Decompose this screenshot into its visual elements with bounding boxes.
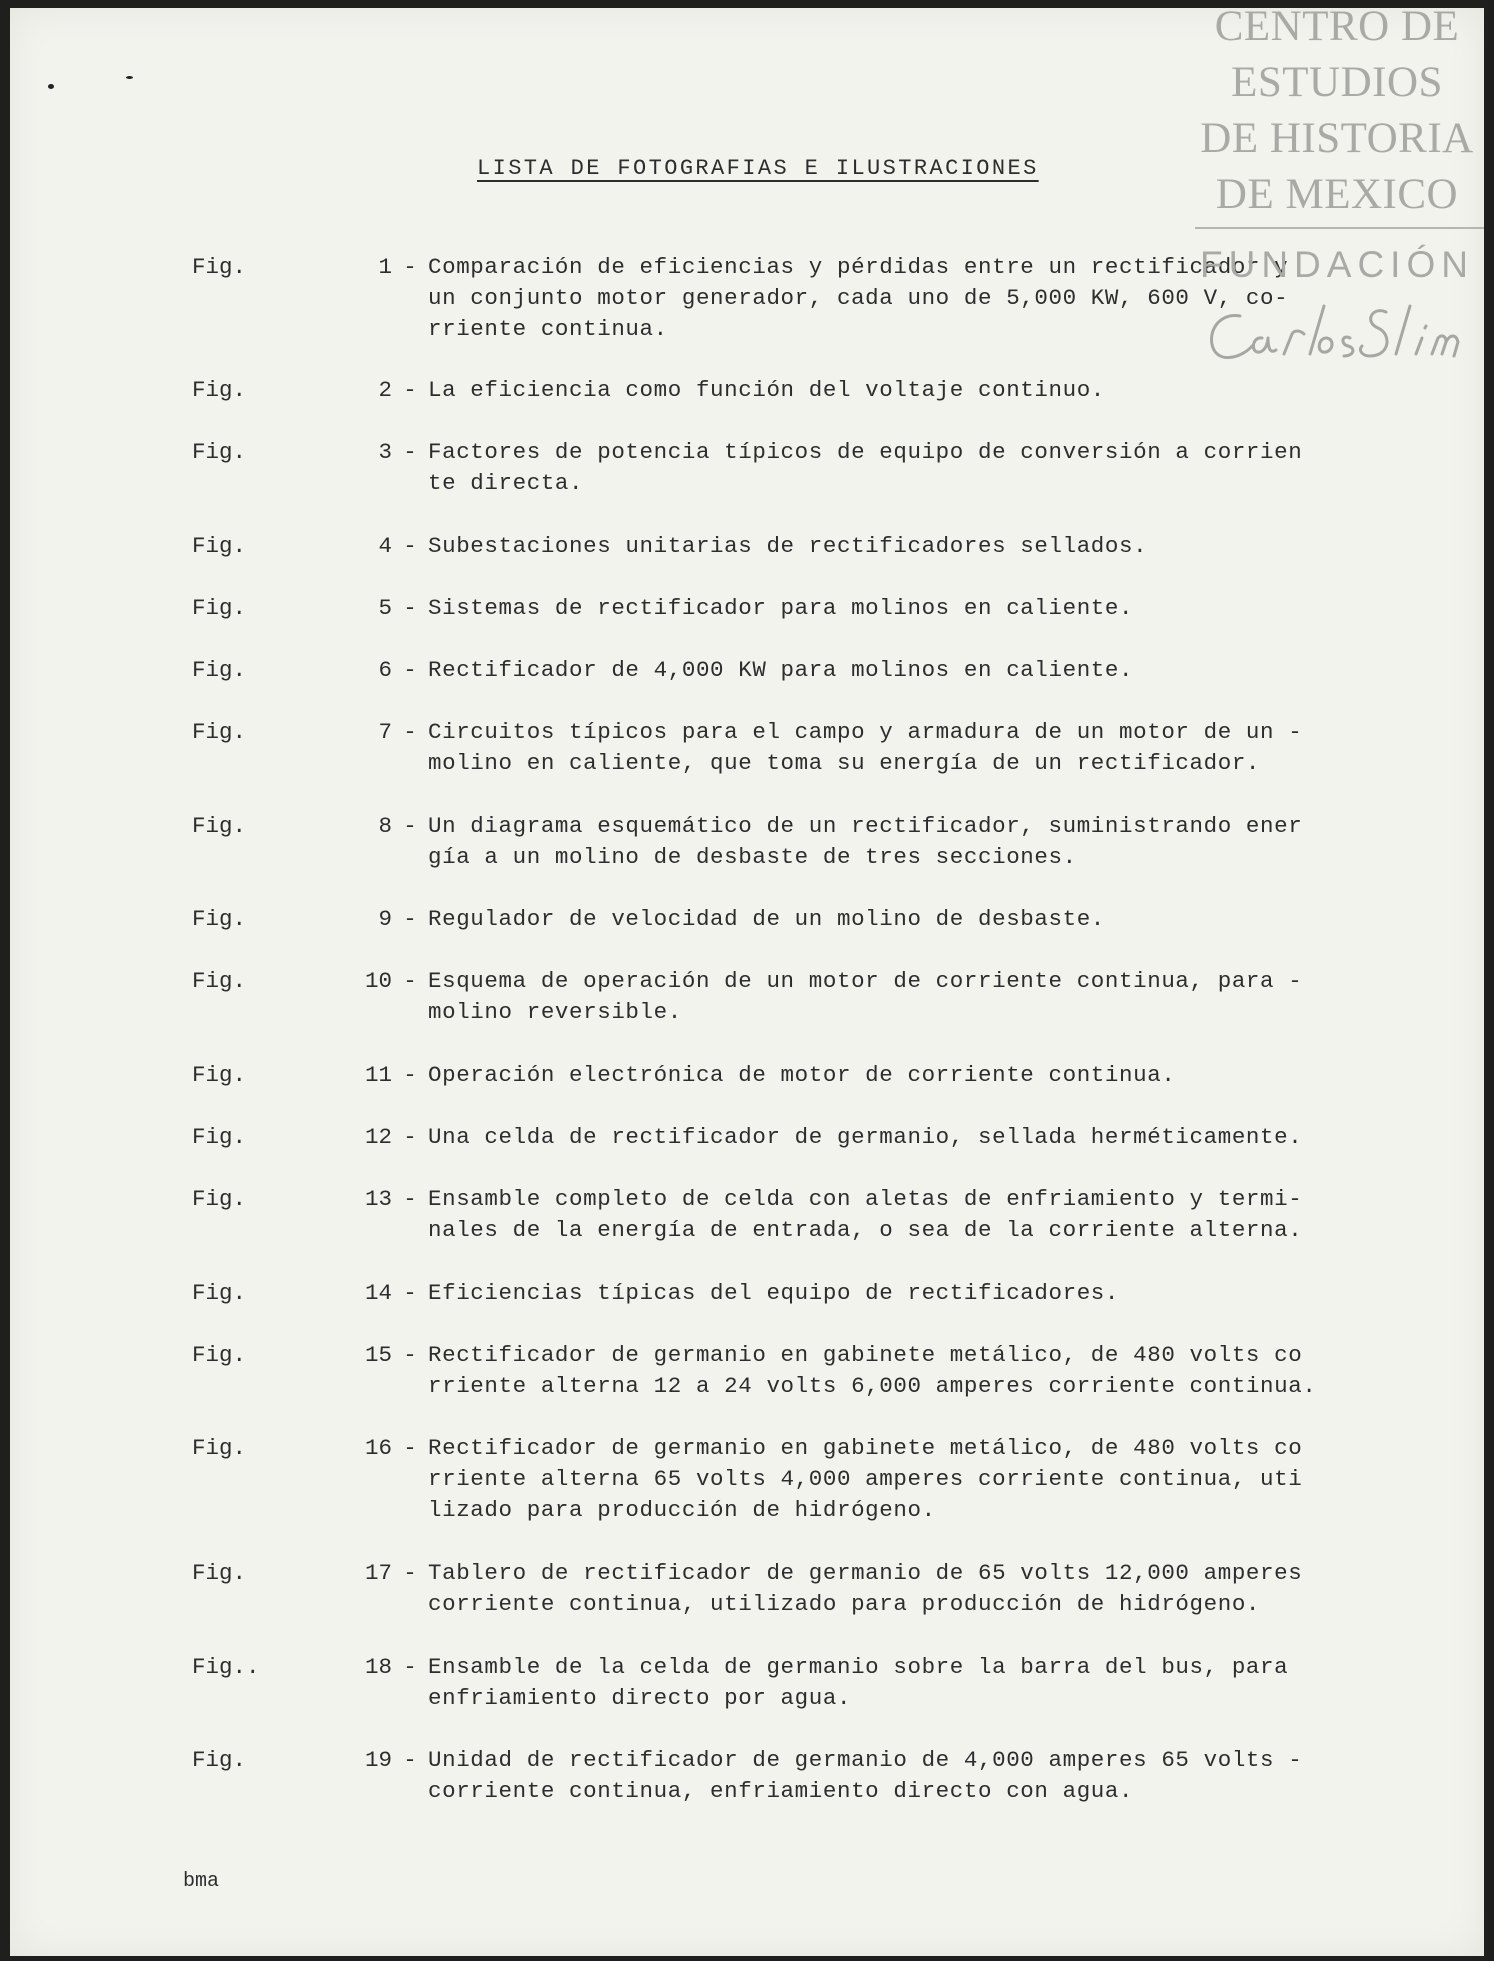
- figure-description-line: Esquema de operación de un motor de corriente continua, para -: [428, 968, 1303, 994]
- figure-description-line: un conjunto motor generador, cada uno de 5,000 KW, 600 V, co-: [428, 285, 1289, 311]
- figure-description: [428, 1184, 1302, 1246]
- figure-description-line: Una celda de rectificador de germanio, sellada herméticamente.: [428, 1124, 1303, 1150]
- signature-logo-icon: [1200, 298, 1484, 368]
- ink-speck: [48, 84, 54, 89]
- figure-description: [428, 1122, 1302, 1153]
- figure-entry: [192, 375, 1342, 406]
- figure-description-line: Eficiencias típicas del equipo de rectificadores.: [428, 1280, 1120, 1306]
- figure-description: [428, 1340, 1316, 1402]
- figure-dash: -: [403, 595, 417, 621]
- figure-description: [428, 904, 1105, 935]
- figure-description-line: enfriamiento directo por agua.: [428, 1685, 852, 1711]
- figure-number: 19: [364, 1747, 392, 1773]
- figure-label: Fig.: [192, 968, 247, 994]
- figure-dash: -: [403, 813, 417, 839]
- figure-description-line: Rectificador de 4,000 KW para molinos en caliente.: [428, 657, 1134, 683]
- figure-label: Fig.: [192, 595, 247, 621]
- figure-entry: [192, 252, 1342, 345]
- figure-description-line: Subestaciones unitarias de rectificadores sellados.: [428, 533, 1148, 559]
- figure-entry: [192, 531, 1342, 562]
- watermark-line: CENTRO DE: [1214, 3, 1460, 50]
- figure-number: 12: [364, 1124, 392, 1150]
- figure-description: [428, 1278, 1119, 1309]
- figure-description-line: gía a un molino de desbaste de tres secciones.: [428, 844, 1077, 870]
- figure-dash: -: [403, 1747, 417, 1773]
- figure-dash: -: [403, 657, 417, 683]
- figure-description-line: Regulador de velocidad de un molino de desbaste.: [428, 906, 1105, 932]
- watermark-divider: [1195, 227, 1484, 229]
- figure-label: Fig.: [192, 1435, 247, 1461]
- figure-label: Fig.: [192, 719, 247, 745]
- figure-description: [428, 375, 1105, 406]
- figure-number: 17: [364, 1560, 392, 1586]
- figure-dash: -: [403, 1280, 417, 1306]
- figure-description: [428, 252, 1288, 345]
- figure-description-line: Rectificador de germanio en gabinete metálico, de 480 volts co: [428, 1435, 1303, 1461]
- figure-description-line: Factores de potencia típicos de equipo de conversión a corrien: [428, 439, 1303, 465]
- figure-entry: [192, 717, 1342, 779]
- figure-number: 13: [364, 1186, 392, 1212]
- figure-description: [428, 1433, 1302, 1526]
- figure-entry: [192, 811, 1342, 873]
- figure-number: 3: [378, 439, 392, 465]
- figure-dash: -: [403, 968, 417, 994]
- figure-entry: [192, 593, 1342, 624]
- figure-description: [428, 1652, 1288, 1714]
- figure-number: 18: [364, 1654, 392, 1680]
- figure-entry: [192, 1745, 1342, 1807]
- figure-dash: -: [403, 254, 417, 280]
- figure-entry: [192, 1060, 1342, 1091]
- figure-description-line: rriente alterna 65 volts 4,000 amperes corriente continua, uti: [428, 1466, 1303, 1492]
- figure-label: Fig.: [192, 1124, 247, 1150]
- figure-dash: -: [403, 1186, 417, 1212]
- figure-description-line: corriente continua, enfriamiento directo con agua.: [428, 1778, 1134, 1804]
- figure-dash: -: [403, 1435, 417, 1461]
- figure-description-line: La eficiencia como función del voltaje continuo.: [428, 377, 1105, 403]
- figure-description: [428, 1558, 1302, 1620]
- figure-entry: [192, 1652, 1342, 1714]
- figure-label: Fig.: [192, 439, 247, 465]
- figure-description-line: Unidad de rectificador de germanio de 4,000 amperes 65 volts -: [428, 1747, 1303, 1773]
- figure-dash: -: [403, 1062, 417, 1088]
- figure-label: Fig..: [192, 1654, 260, 1680]
- figure-entry: [192, 966, 1342, 1028]
- ink-speck: [126, 76, 133, 79]
- figure-number: 16: [364, 1435, 392, 1461]
- figure-number: 8: [378, 813, 392, 839]
- figure-description: [428, 1745, 1302, 1807]
- figure-entry: [192, 1558, 1342, 1620]
- figure-description: [428, 1060, 1175, 1091]
- figure-description-line: Circuitos típicos para el campo y armadura de un motor de un -: [428, 719, 1303, 745]
- figure-description-line: molino reversible.: [428, 999, 682, 1025]
- figure-description-line: Rectificador de germanio en gabinete metálico, de 480 volts co: [428, 1342, 1303, 1368]
- figure-number: 10: [364, 968, 392, 994]
- figure-entry: [192, 1184, 1342, 1246]
- watermark-foundation: FUNDACIÓN: [1200, 244, 1474, 285]
- figure-label: Fig.: [192, 1747, 247, 1773]
- watermark-line: ESTUDIOS: [1231, 59, 1443, 106]
- watermark-line: DE HISTORIA: [1200, 115, 1474, 162]
- figure-description: [428, 593, 1133, 624]
- figure-number: 11: [364, 1062, 392, 1088]
- figure-number: 2: [378, 377, 392, 403]
- figure-description-line: Ensamble de la celda de germanio sobre la barra del bus, para: [428, 1654, 1289, 1680]
- figure-entry: [192, 437, 1342, 499]
- figure-number: 9: [378, 906, 392, 932]
- figure-description-line: rriente alterna 12 a 24 volts 6,000 amperes corriente continua.: [428, 1373, 1317, 1399]
- figure-dash: -: [403, 377, 417, 403]
- figure-entry: [192, 1340, 1342, 1402]
- watermark-line: DE MEXICO: [1215, 171, 1459, 218]
- figure-dash: -: [403, 1654, 417, 1680]
- figure-label: Fig.: [192, 377, 247, 403]
- figure-description-line: rriente continua.: [428, 316, 668, 342]
- figure-description-line: molino en caliente, que toma su energía de un rectificador.: [428, 750, 1261, 776]
- figure-description-line: Operación electrónica de motor de corriente continua.: [428, 1062, 1176, 1088]
- figure-entry: [192, 1122, 1342, 1153]
- figure-description: [428, 655, 1133, 686]
- typist-initials: bma: [183, 1870, 220, 1893]
- figure-description-line: nales de la energía de entrada, o sea de la corriente alterna.: [428, 1217, 1303, 1243]
- figure-description-line: Comparación de eficiencias y pérdidas entre un rectificador y: [428, 254, 1289, 280]
- figure-dash: -: [403, 1560, 417, 1586]
- figure-dash: -: [403, 1342, 417, 1368]
- figure-description: [428, 966, 1302, 1028]
- figure-dash: -: [403, 719, 417, 745]
- figure-description-line: lizado para producción de hidrógeno.: [428, 1497, 936, 1523]
- figure-number: 5: [378, 595, 392, 621]
- figure-description-line: te directa.: [428, 470, 584, 496]
- figure-dash: -: [403, 533, 417, 559]
- figure-description-line: Tablero de rectificador de germanio de 65 volts 12,000 amperes: [428, 1560, 1303, 1586]
- figure-label: Fig.: [192, 1186, 247, 1212]
- figure-dash: -: [403, 439, 417, 465]
- figure-description: [428, 437, 1302, 499]
- page-title: LISTA DE FOTOGRAFIAS E ILUSTRACIONES: [477, 156, 1039, 181]
- figure-number: 4: [378, 533, 392, 559]
- figure-description: [428, 811, 1302, 873]
- figure-label: Fig.: [192, 1342, 247, 1368]
- figure-label: Fig.: [192, 254, 247, 280]
- figure-entry: [192, 655, 1342, 686]
- figure-dash: -: [403, 1124, 417, 1150]
- figure-dash: -: [403, 906, 417, 932]
- figure-label: Fig.: [192, 813, 247, 839]
- figure-number: 7: [378, 719, 392, 745]
- figure-label: Fig.: [192, 1560, 247, 1586]
- figure-entry: [192, 1278, 1342, 1309]
- figure-description: [428, 531, 1147, 562]
- figure-description-line: Un diagrama esquemático de un rectificador, suministrando ener: [428, 813, 1303, 839]
- figure-number: 6: [378, 657, 392, 683]
- figure-description-line: Sistemas de rectificador para molinos en caliente.: [428, 595, 1134, 621]
- figure-number: 1: [378, 254, 392, 280]
- figure-label: Fig.: [192, 657, 247, 683]
- figure-number: 15: [364, 1342, 392, 1368]
- figure-entry: [192, 1433, 1342, 1526]
- figure-description: [428, 717, 1302, 779]
- figure-label: Fig.: [192, 1062, 247, 1088]
- figure-label: Fig.: [192, 1280, 247, 1306]
- figure-description-line: corriente continua, utilizado para producción de hidrógeno.: [428, 1591, 1261, 1617]
- archive-watermark: [1190, 0, 1484, 362]
- figure-entry: [192, 904, 1342, 935]
- figure-description-line: Ensamble completo de celda con aletas de enfriamiento y termi-: [428, 1186, 1303, 1212]
- figure-number: 14: [364, 1280, 392, 1306]
- figure-label: Fig.: [192, 533, 247, 559]
- figure-label: Fig.: [192, 906, 247, 932]
